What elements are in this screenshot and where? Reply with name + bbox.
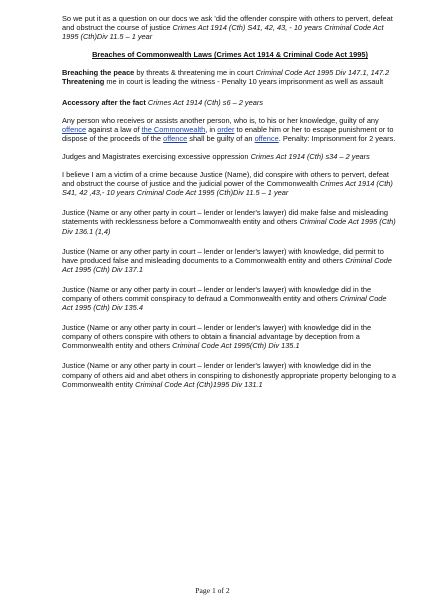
victim-citation: Crimes Act 1914 (Cth) S41, 42 ,43,- 10 years Criminal Code Act 1995 (Cth)Div 11.5 – 1 year: [62, 179, 393, 198]
accessory-text: . Penalty: Imprisonment for 2 years.: [278, 133, 396, 143]
accessory-text: against a law of: [86, 124, 142, 134]
paragraph-citation: Criminal Code Act (Cth)1995 Div 131.1: [135, 379, 263, 389]
accessory-label: Accessory after the fact: [62, 97, 146, 107]
paragraph-citation: Criminal Code Act 1995 (Cth) Div 136.1 (1,4): [62, 217, 396, 236]
offence-link[interactable]: offence: [163, 133, 188, 143]
page-number: Page 1 of 2: [195, 586, 230, 595]
paragraph-citation: Criminal Code Act 1995(Cth) Div 135.1: [172, 341, 300, 351]
paragraph-citation: Criminal Code Act 1995 (Cth) Div 137.1: [62, 255, 392, 274]
section-heading: Breaches of Commonwealth Laws (Crimes Act 1914 & Criminal Code Act 1995): [92, 50, 368, 60]
order-link[interactable]: order: [217, 124, 235, 134]
breaching-paragraph: [62, 68, 398, 86]
offence-link[interactable]: offence: [254, 133, 279, 143]
accessory-text: shall be guilty of an: [187, 133, 255, 143]
accessory-paragraph: [62, 116, 398, 143]
threatening-text: me in court is leading the witness - Penalty 10 years imprisonment as well as assault: [104, 77, 384, 87]
intro-paragraph: [62, 14, 398, 41]
judges-citation: Crimes Act 1914 (Cth) s34 – 2 years: [250, 151, 370, 161]
paragraph-text: Justice (Name or any other party in court – lender or lender's lawyer) with knowledge, did permit to have produced false and misleading documents to a Commonwealth entity and others: [62, 246, 384, 265]
accessory-text: Any person who receives or assists another person, who is, to his or her knowledge, guilty of any: [62, 115, 379, 125]
commonwealth-link[interactable]: the Commonwealth: [141, 124, 206, 134]
financial-advantage-paragraph: [62, 323, 398, 350]
paragraph-text: Justice (Name or any other party in court – lender or lender's lawyer) with knowledge did in the company of others conspire with others to obtain a financial advantage by deception from a Commonwealth entity and others: [62, 323, 372, 351]
threatening-label: Threatening: [62, 77, 105, 87]
conspiracy-defraud-paragraph: [62, 285, 398, 312]
breaching-label: Breaching the peace: [62, 68, 135, 78]
false-documents-paragraph: [62, 247, 398, 274]
accessory-text: , in: [205, 124, 218, 134]
accessory-heading: [62, 98, 398, 107]
paragraph-citation: Criminal Code Act 1995 (Cth) Div 135.4: [62, 293, 387, 313]
paragraph-text: Justice (Name or any other party in court – lender or lender's lawyer) did make false and misleading statements with recklessness before a Commonwealth entity and others: [62, 208, 388, 227]
offence-link[interactable]: offence: [62, 124, 87, 134]
false-statements-paragraph: [62, 208, 398, 235]
breaching-citation: Criminal Code Act 1995 Div 147.1, 147.2: [255, 68, 390, 78]
paragraph-text: Justice (Name or any other party in court – lender or lender's lawyer) with knowledge did in the company of others aid and abet others in conspiring to dishonestly appropriate property belonging to a Commonwealth entity: [62, 361, 397, 389]
appropriate-property-paragraph: [62, 361, 398, 388]
victim-text: I believe I am a victim of a crime because Justice (Name), did conspire with others to pervert, defeat and obstruct the course of justice and the judicial power of the Commonwealth: [62, 170, 389, 189]
document-body: [62, 14, 398, 389]
accessory-citation: Crimes Act 1914 (Cth) s6 – 2 years: [145, 97, 264, 107]
intro-citation: Crimes Act 1914 (Cth) S41, 42, 43, - 10 years Criminal Code Act 1995 (Cth)Div 11.5 – 1 year: [62, 23, 384, 42]
judges-text: Judges and Magistrates exercising excessive oppression: [62, 151, 251, 161]
paragraph-text: Justice (Name or any other party in court – lender or lender's lawyer) with knowledge did in the company of others commit conspiracy to defraud a Commonwealth entity and others: [62, 284, 372, 303]
victim-paragraph: [62, 170, 398, 197]
intro-text: So we put it as a question on our docs we ask 'did the offender conspire with others to pervert, defeat and obstruct the course of justice: [62, 14, 393, 33]
accessory-text: to enable him or her to escape punishment or to dispose of the proceeds of the: [62, 124, 394, 143]
judges-paragraph: [62, 152, 398, 161]
breaching-text: by threats & threatening me in court: [134, 68, 256, 78]
